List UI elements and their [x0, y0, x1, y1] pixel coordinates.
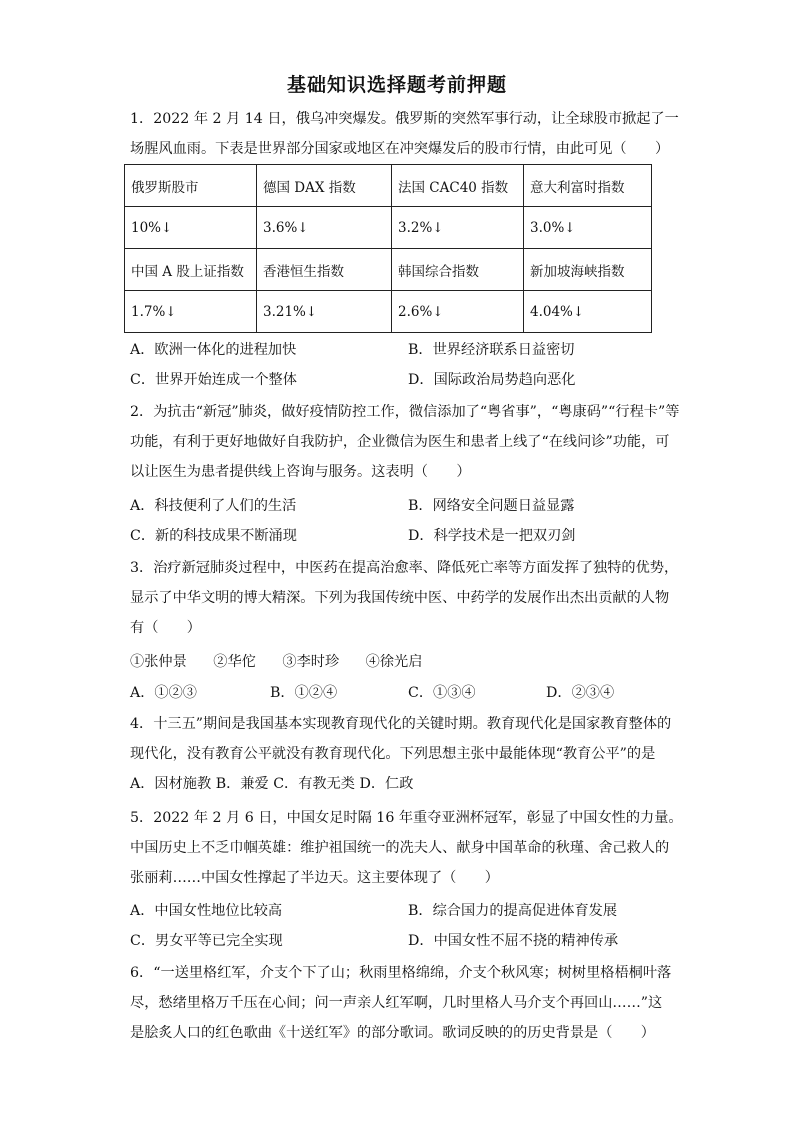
question-6-line: 尽，愁绪里格万千压在心间；问一声亲人红军啊，几时里格人马介支个再回山……”这	[130, 995, 663, 1011]
table-cell: 法国 CAC40 指数	[392, 165, 524, 207]
option-b: B．世界经济联系日益密切	[408, 342, 575, 358]
question-2-stem	[130, 397, 680, 487]
option-row	[130, 365, 670, 395]
option-d: D．②③④	[546, 685, 615, 701]
question-5-options	[130, 896, 670, 956]
question-4-line: 现代化，没有教育公平就没有教育现代化。下列思想主张中最能体现“教育公平”的是	[130, 746, 656, 762]
question-4-options: A．因材施教 B．兼爱 C．有教无类 D．仁政	[130, 776, 414, 792]
table-row	[125, 249, 652, 291]
question-3-stem	[130, 553, 679, 643]
question-3-items	[130, 647, 444, 677]
question-2-options	[130, 491, 670, 551]
question-6-line: 是脍炙人口的红色歌曲《十送红军》的部分歌词。歌词反映的的历史背景是（ ）	[130, 1025, 655, 1041]
option-a: A．科技便利了人们的生活	[130, 498, 297, 514]
option-b: B．网络安全问题日益显露	[408, 498, 575, 514]
question-3-line: 3．治疗新冠肺炎过程中，中医药在提高治愈率、降低死亡率等方面发挥了独特的优势，	[130, 560, 679, 576]
question-3-line: 显示了中华文明的博大精深。下列为我国传统中医、中药学的发展作出杰出贡献的人物	[130, 590, 670, 606]
table-row	[125, 291, 652, 333]
item-1: ①张仲景	[130, 654, 187, 670]
table-cell: 3.21%↓	[257, 291, 392, 333]
question-3-line: 有（ ）	[130, 620, 201, 636]
question-1-line: 场腥风血雨。下表是世界部分国家或地区在冲突爆发后的股市行情，由此可见（ ）	[130, 141, 670, 157]
option-row	[130, 926, 670, 956]
option-row	[130, 335, 670, 365]
question-5-line: 5．2022 年 2 月 6 日，中国女足时隔 16 年重夺亚洲杯冠军，彰显了中国女性的力量。	[130, 810, 683, 826]
option-c: C．新的科技成果不断涌现	[130, 528, 297, 544]
table-cell: 10%↓	[125, 207, 257, 249]
table-cell: 韩国综合指数	[392, 249, 524, 291]
stock-market-table	[124, 164, 652, 333]
item-3: ③李时珍	[282, 654, 340, 670]
option-b: B．综合国力的提高促进体育发展	[408, 903, 618, 919]
table-cell: 3.2%↓	[392, 207, 524, 249]
option-row	[130, 491, 670, 521]
question-2-line: 以让医生为患者提供线上咨询与服务。这表明（ ）	[130, 464, 471, 480]
question-2-line: 2．为抗击“新冠”肺炎，做好疫情防控工作，微信添加了“粤省事”，“粤康码”“行程卡”等	[130, 404, 680, 420]
question-5-line: 张丽莉……中国女性撑起了半边天。这主要体现了（ ）	[130, 870, 499, 886]
item-4: ④徐光启	[365, 654, 423, 670]
question-5-stem	[130, 803, 683, 893]
question-1-stem	[130, 104, 679, 164]
option-d: D．国际政治局势趋向恶化	[408, 372, 576, 388]
option-row	[130, 678, 670, 708]
option-row	[130, 521, 670, 551]
table-cell: 香港恒生指数	[257, 249, 392, 291]
table-cell: 2.6%↓	[392, 291, 524, 333]
option-a: A．①②③	[130, 685, 197, 701]
table-cell: 4.04%↓	[524, 291, 652, 333]
table-cell: 中国 A 股上证指数	[125, 249, 257, 291]
question-1-options	[130, 335, 670, 395]
table-cell: 意大利富时指数	[524, 165, 652, 207]
table-cell: 1.7%↓	[125, 291, 257, 333]
question-6-stem	[130, 958, 670, 1048]
table-cell: 新加坡海峡指数	[524, 249, 652, 291]
question-5-line: 中国历史上不乏巾帼英雄：维护祖国统一的冼夫人、献身中国革命的秋瑾、舍己救人的	[130, 840, 670, 856]
option-c: C．①③④	[408, 685, 476, 701]
table-cell: 3.6%↓	[257, 207, 392, 249]
table-row	[125, 207, 652, 249]
option-row	[130, 896, 670, 926]
table-row	[125, 165, 652, 207]
question-4-stem	[130, 709, 670, 799]
table-cell: 德国 DAX 指数	[257, 165, 392, 207]
table-cell: 俄罗斯股市	[125, 165, 257, 207]
option-d: D．科学技术是一把双刃剑	[408, 528, 576, 544]
question-1-line: 1．2022 年 2 月 14 日，俄乌冲突爆发。俄罗斯的突然军事行动，让全球股市掀起了一	[130, 111, 679, 127]
option-a: A．欧洲一体化的进程加快	[130, 342, 297, 358]
question-4-line: 4．十三五”期间是我国基本实现教育现代化的关键时期。教育现代化是国家教育整体的	[130, 716, 672, 732]
option-d: D．中国女性不屈不挠的精神传承	[408, 933, 619, 949]
page-title: 基础知识选择题考前押题	[286, 74, 507, 96]
option-c: C．男女平等已完全实现	[130, 933, 283, 949]
option-c: C．世界开始连成一个整体	[130, 372, 297, 388]
item-2: ②华佗	[213, 654, 256, 670]
table-cell: 3.0%↓	[524, 207, 652, 249]
question-6-line: 6．“一送里格红军，介支个下了山；秋雨里格绵绵，介支个秋风寒；树树里格梧桐叶落	[130, 965, 672, 981]
question-3-options	[130, 678, 670, 708]
option-b: B．①②④	[270, 685, 338, 701]
question-2-line: 功能，有利于更好地做好自我防护，企业微信为医生和患者上线了“在线问诊”功能，可	[130, 434, 670, 450]
option-a: A．中国女性地位比较高	[130, 903, 283, 919]
